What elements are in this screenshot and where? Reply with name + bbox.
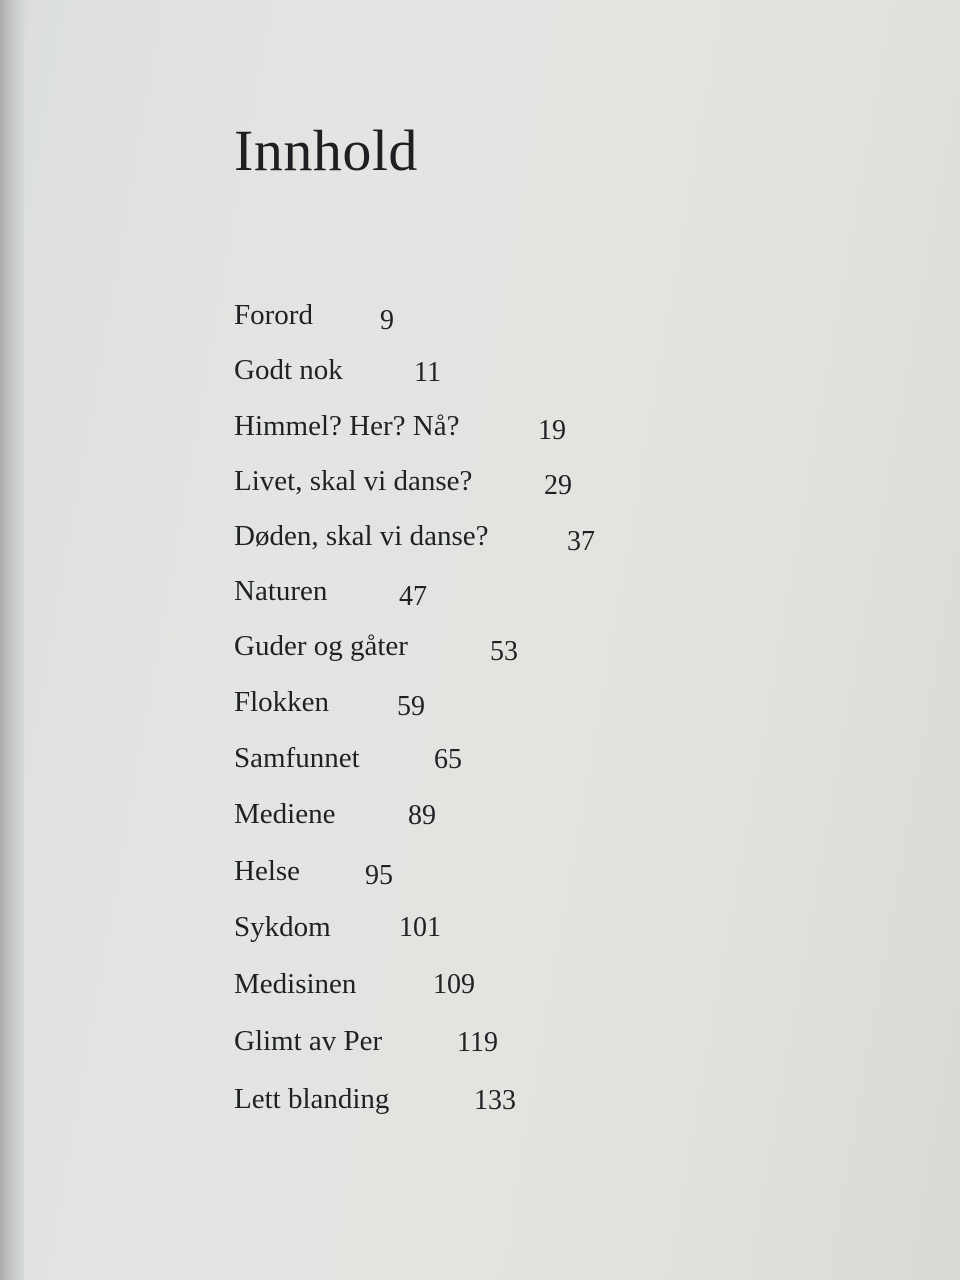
toc-entry-label: Himmel? Her? Nå? <box>234 410 460 442</box>
toc-entry-label: Livet, skal vi danse? <box>234 465 473 497</box>
toc-entry-label: Lett blanding <box>234 1083 390 1115</box>
book-gutter-shadow <box>0 0 24 1280</box>
toc-entry-page: 65 <box>434 744 462 775</box>
toc-entry-page: 9 <box>380 305 394 336</box>
toc-entry-label: Forord <box>234 299 313 331</box>
toc-entry-page: 119 <box>457 1027 498 1058</box>
page-title: Innhold <box>234 118 418 183</box>
toc-entry-page: 11 <box>414 357 441 388</box>
toc-entry-label: Guder og gåter <box>234 630 408 662</box>
toc-entry-page: 47 <box>399 581 427 612</box>
toc-entry-label: Glimt av Per <box>234 1025 383 1057</box>
toc-entry-page: 59 <box>397 691 425 722</box>
toc-entry-label: Medisinen <box>234 968 357 1000</box>
toc-entry-page: 89 <box>408 800 436 831</box>
toc-entry-page: 109 <box>433 969 475 1000</box>
toc-entry-label: Mediene <box>234 798 336 830</box>
toc-entry-label: Godt nok <box>234 354 343 386</box>
toc-entry-page: 19 <box>538 415 566 446</box>
toc-entry-label: Samfunnet <box>234 742 360 774</box>
toc-entry-label: Døden, skal vi danse? <box>234 520 489 552</box>
toc-entry-label: Helse <box>234 855 301 887</box>
toc-entry-page: 101 <box>399 912 441 943</box>
toc-entry-label: Flokken <box>234 686 330 718</box>
toc-entry-page: 29 <box>544 470 572 501</box>
toc-entry-page: 133 <box>474 1085 516 1116</box>
toc-entry-page: 37 <box>567 526 595 557</box>
toc-entry-page: 95 <box>365 860 393 891</box>
toc-entry-label: Sykdom <box>234 911 331 943</box>
toc-entry-label: Naturen <box>234 575 328 607</box>
toc-entry-page: 53 <box>490 636 518 667</box>
